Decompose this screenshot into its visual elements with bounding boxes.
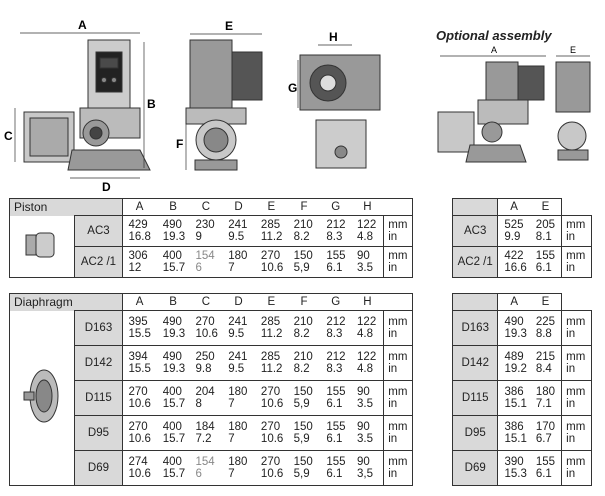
diaphragm-label: Diaphragm: [10, 294, 75, 311]
opt-row-d69: D69: [453, 451, 498, 486]
dim-c: C: [4, 129, 13, 143]
dim-a: A: [78, 18, 87, 32]
col-a: A: [122, 294, 157, 311]
dim-g: G: [288, 81, 298, 95]
row-label-d115: D115: [75, 381, 122, 416]
opt-row-ac2: AC2 /1: [453, 247, 498, 278]
col-b: B: [157, 294, 190, 311]
row-label-ac2: AC2 /1: [75, 247, 122, 278]
piston-label: Piston: [10, 199, 75, 216]
opt-col-e: E: [530, 199, 562, 216]
piston-table: Piston A B C D E F G H AC3 429 16.8 490 19.3 230 9 241 9.5 285 11.2 210 8.2 212 8.3 122 4.8 mm in AC2 /1 306 12 400 15.7 154 6 180 7 270 10.6 150 5,9 155 6.1 90 3.5 mm in: [9, 198, 413, 278]
pump-optional-side: [438, 62, 544, 162]
optional-diaphragm-table: A E D163 490 19.3 225 8.8 mm in D142 489 19.2 215 8.4 mm in D115 386 15.1 180 7.1 mm in D95 386 15.1 170 6.7 mm in D69 390 15.3 155 6.1 mm in: [452, 293, 592, 486]
col-f: F: [288, 199, 321, 216]
opt-row-d142: D142: [453, 346, 498, 381]
row-label-d163: D163: [75, 311, 122, 346]
dim-b: B: [147, 97, 156, 111]
pump-front-view: [186, 40, 262, 170]
col-h: H: [351, 199, 384, 216]
dim-d: D: [102, 180, 111, 194]
col-g: G: [320, 199, 351, 216]
opt-row-d95: D95: [453, 416, 498, 451]
opt-col-a: A: [498, 199, 530, 216]
diaphragm-table: Diaphragm A B C D E F G H D163 395 15.5 490 19.3 270 10.6 241 9.5 285 11.2 210 8.2 212 8.3 122 4.8 mm in D142 394 15.5 490 19.3 250 9.8 241 9.5 285 11.2 210 8.2 212 8.3 122 4.8 mm in D115 270 10.6 400 15.7 204 8 180 7 270 10.6 150 5,9 155 6.1 90 3.5 mm in D95 270 10.6 400 15.7 184 7.2 180 7 270 10.6 150 5,9 155 6.1 90 3.5 mm in D69 274 10.6 400 15.7 154 6 180 7 270 10.6 150 5,9 155 6.1 90 3,5 mm in: [9, 293, 413, 486]
diaphragm-icon: [20, 366, 64, 426]
col-a: A: [122, 199, 157, 216]
pump-side-view: [24, 40, 150, 170]
dim-a-optional: A: [491, 45, 498, 55]
row-label-d95: D95: [75, 416, 122, 451]
opt-row-ac3: AC3: [453, 216, 498, 247]
row-label-d69: D69: [75, 451, 122, 486]
col-c: C: [189, 294, 222, 311]
pump-top-view: [300, 55, 380, 168]
col-g: G: [320, 294, 351, 311]
col-e: E: [255, 294, 288, 311]
opt-col-e: E: [530, 294, 562, 311]
col-e: E: [255, 199, 288, 216]
dim-h: H: [329, 30, 338, 44]
col-c: C: [189, 199, 222, 216]
col-f: F: [288, 294, 321, 311]
col-d: D: [222, 199, 255, 216]
dim-e: E: [225, 19, 234, 33]
piston-icon: [22, 230, 62, 260]
opt-row-d115: D115: [453, 381, 498, 416]
dim-f: F: [176, 137, 184, 151]
col-b: B: [157, 199, 190, 216]
col-h: H: [351, 294, 384, 311]
opt-col-a: A: [498, 294, 530, 311]
dim-e-optional: E: [570, 45, 577, 55]
row-label-d142: D142: [75, 346, 122, 381]
pump-optional-front: [556, 62, 590, 160]
opt-row-d163: D163: [453, 311, 498, 346]
col-d: D: [222, 294, 255, 311]
optional-piston-table: A E AC3 525 9.9 205 8.1 mm in AC2 /1 422 16.6 155 6.1 mm in: [452, 198, 592, 278]
optional-assembly-title: Optional assembly: [436, 28, 552, 43]
row-label-ac3: AC3: [75, 216, 122, 247]
